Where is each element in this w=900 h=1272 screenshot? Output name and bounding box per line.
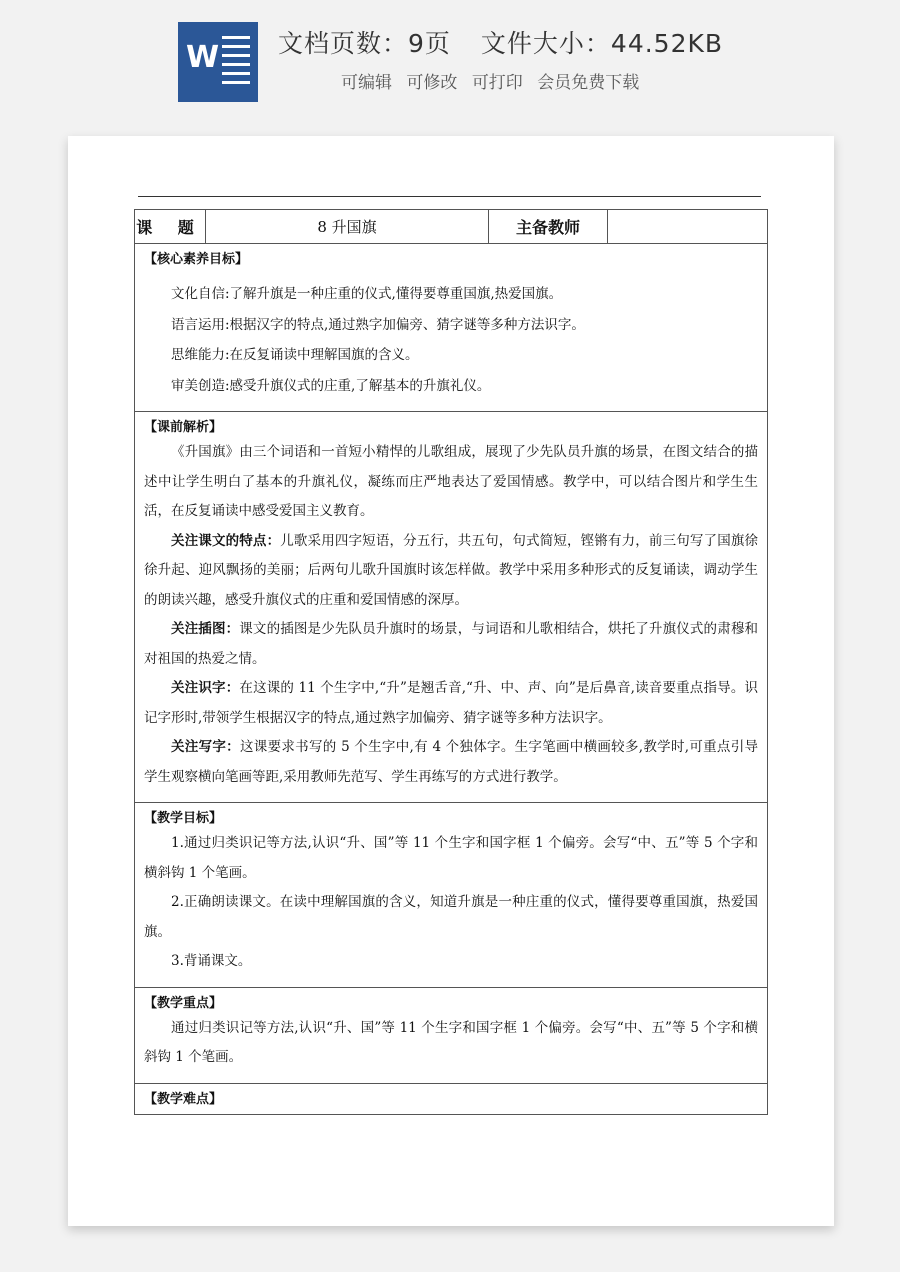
pre-lesson-analysis-section: [135, 412, 767, 803]
header-rule: [138, 196, 761, 197]
core-goal-item: 语言运用:根据汉字的特点,通过熟字加偏旁、猜字谜等多种方法识字。: [171, 316, 585, 333]
core-goal-item: 审美创造:感受升旗仪式的庄重,了解基本的升旗礼仪。: [171, 377, 491, 394]
lesson-plan-table: [134, 209, 768, 1115]
section-title: 【教学重点】: [144, 995, 223, 1011]
feature-member-download: 会员免费下载: [537, 73, 640, 93]
analysis-point: [144, 674, 758, 733]
teaching-key-text: 通过归类识记等方法,认识“升、国”等 11 个生字和国字框 1 个偏旁。会写“中、五”等 5 个字和横斜钩 1 个笔画。: [144, 1019, 758, 1065]
topic-row: [135, 210, 767, 244]
page-count: 文档页数：9页: [278, 29, 451, 58]
file-info: [278, 24, 723, 60]
section-title: 【核心素养目标】: [144, 252, 249, 267]
teaching-difficulty-section: [135, 1084, 767, 1114]
analysis-point-label: 关注写字：: [171, 739, 240, 755]
section-title: 【教学难点】: [144, 1091, 223, 1107]
teacher-value: [608, 210, 767, 243]
core-goals-section: [135, 244, 767, 412]
analysis-point-text: 这课要求书写的 5 个生字中,有 4 个独体字。生字笔画中横画较多,教学时,可重点引导学生观察横向笔画等距,采用教师先范写、学生再练写的方式进行教学。: [144, 739, 759, 785]
document-page: [68, 136, 834, 1226]
section-title: 【教学目标】: [144, 811, 223, 826]
teaching-goal-item: 1.通过归类识记等方法,认识“升、国”等 11 个生字和国字框 1 个偏旁。会写“中、五”等 5 个字和横斜钩 1 个笔画。: [144, 835, 758, 881]
analysis-point-label: 关注插图：: [171, 621, 240, 637]
analysis-point-text: 儿歌采用四字短语，分五行，共五句，句式简短，铿锵有力，前三句写了国旗徐徐升起、迎风飘扬的美丽；后两句儿歌升国旗时该怎样做。教学中采用多种形式的反复诵读，调动学生的朗读兴趣，感受升旗仪式的庄重和爱国情感的深厚。: [144, 532, 759, 608]
word-document-icon: [178, 22, 258, 102]
topic-label: 课 题: [135, 210, 206, 243]
core-goal-item: 文化自信:了解升旗是一种庄重的仪式,懂得要尊重国旗,热爱国旗。: [171, 286, 563, 302]
feature-printable: 可打印: [471, 73, 523, 93]
analysis-point: [144, 615, 758, 674]
teacher-label: 主备教师: [489, 210, 608, 243]
analysis-point-text: 在这课的 11 个生字中,“升”是翘舌音,“升、中、声、向”是后鼻音,读音要重点指导。识记字形时,带领学生根据汉字的特点,通过熟字加偏旁、猜字谜等多种方法识字。: [144, 680, 758, 726]
teaching-key-section: [135, 988, 767, 1084]
teaching-goal-item: 3.背诵课文。: [171, 953, 252, 969]
analysis-point-text: 课文的插图是少先队员升旗时的场景，与词语和儿歌相结合，烘托了升旗仪式的肃穆和对祖国的热爱之情。: [144, 621, 759, 667]
file-size: 文件大小：44.52KB: [480, 29, 724, 58]
analysis-intro: 《升国旗》由三个词语和一首短小精悍的儿歌组成，展现了少先队员升旗的场景，在图文结合的描述中让学生明白了基本的升旗礼仪，凝练而庄严地表达了爱国情感。教学中，可以结合图片和学生生活，在反复诵读中感受爱国主义教育。: [144, 444, 758, 519]
analysis-point: [144, 733, 758, 792]
word-icon-letter: W: [186, 40, 220, 75]
core-goal-item: 思维能力:在反复诵读中理解国旗的含义。: [171, 347, 419, 363]
section-title: 【课前解析】: [144, 420, 223, 435]
teaching-goal-item: 2.正确朗读课文。在读中理解国旗的含义，知道升旗是一种庄重的仪式，懂得要尊重国旗，热爱国旗。: [144, 894, 758, 940]
feature-modifiable: 可修改: [406, 73, 458, 93]
analysis-point-label: 关注识字：: [171, 680, 240, 696]
analysis-point: [144, 527, 758, 616]
feature-list: [341, 68, 648, 93]
analysis-point-label: 关注课文的特点：: [171, 532, 281, 549]
teaching-goals-section: [135, 803, 767, 988]
topic-value: 8 升国旗: [206, 210, 489, 243]
feature-editable: 可编辑: [341, 73, 392, 93]
download-banner: [0, 0, 900, 120]
